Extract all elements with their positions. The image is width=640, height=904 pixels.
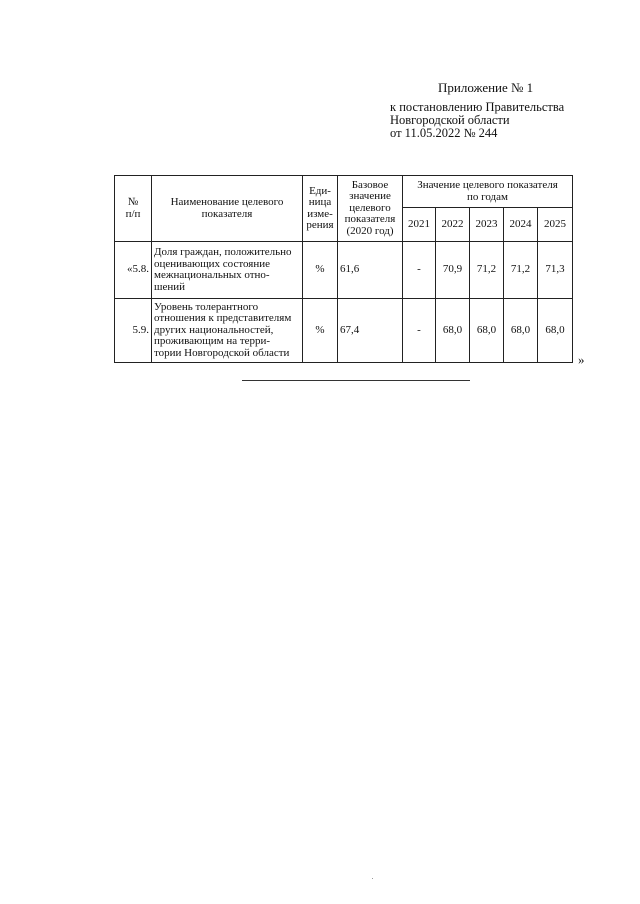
header-year-2025: 2025 (538, 208, 573, 242)
appendix-line-3: от 11.05.2022 № 244 (390, 126, 498, 140)
row-value-2021: - (403, 299, 436, 363)
header-year-2021: 2021 (403, 208, 436, 242)
row-base: 67,4 (338, 299, 403, 363)
row-unit: % (303, 299, 338, 363)
row-value-2025: 71,3 (538, 242, 573, 299)
table-row (115, 242, 573, 299)
row-name: Уровень толерантного отношения к представителям других национальностей, проживающим на терри- тории Новгородской области (152, 299, 303, 363)
header-unit: Еди- ница изме- рения (303, 176, 338, 242)
header-years-group: Значение целевого показателя по годам (403, 176, 573, 208)
row-value-2023: 68,0 (470, 299, 504, 363)
end-divider (242, 380, 470, 381)
row-value-2023: 71,2 (470, 242, 504, 299)
row-base: 61,6 (338, 242, 403, 299)
appendix-line-1: к постановлению Правительства (390, 100, 565, 114)
closing-quote: » (578, 352, 585, 367)
scan-speck (372, 878, 373, 879)
row-value-2022: 70,9 (436, 242, 470, 299)
appendix-line-2: Новгородской области (390, 113, 510, 127)
header-year-2023: 2023 (470, 208, 504, 242)
header-base: Базовое значение целевого показателя (2020 год) (338, 176, 403, 242)
row-value-2022: 68,0 (436, 299, 470, 363)
header-num: № п/п (115, 176, 152, 242)
row-name: Доля граждан, положительно оценивающих состояние межнациональных отно- шений (152, 242, 303, 299)
row-num: «5.8. (115, 242, 152, 299)
appendix-header (390, 80, 630, 140)
table-row (115, 299, 573, 363)
appendix-title: Приложение № 1 (438, 80, 534, 95)
indicator-table (114, 175, 573, 363)
row-value-2025: 68,0 (538, 299, 573, 363)
row-value-2024: 68,0 (504, 299, 538, 363)
header-year-2024: 2024 (504, 208, 538, 242)
header-name: Наименование целевого показателя (152, 176, 303, 242)
row-num: 5.9. (115, 299, 152, 363)
header-year-2022: 2022 (436, 208, 470, 242)
row-unit: % (303, 242, 338, 299)
row-value-2021: - (403, 242, 436, 299)
row-value-2024: 71,2 (504, 242, 538, 299)
